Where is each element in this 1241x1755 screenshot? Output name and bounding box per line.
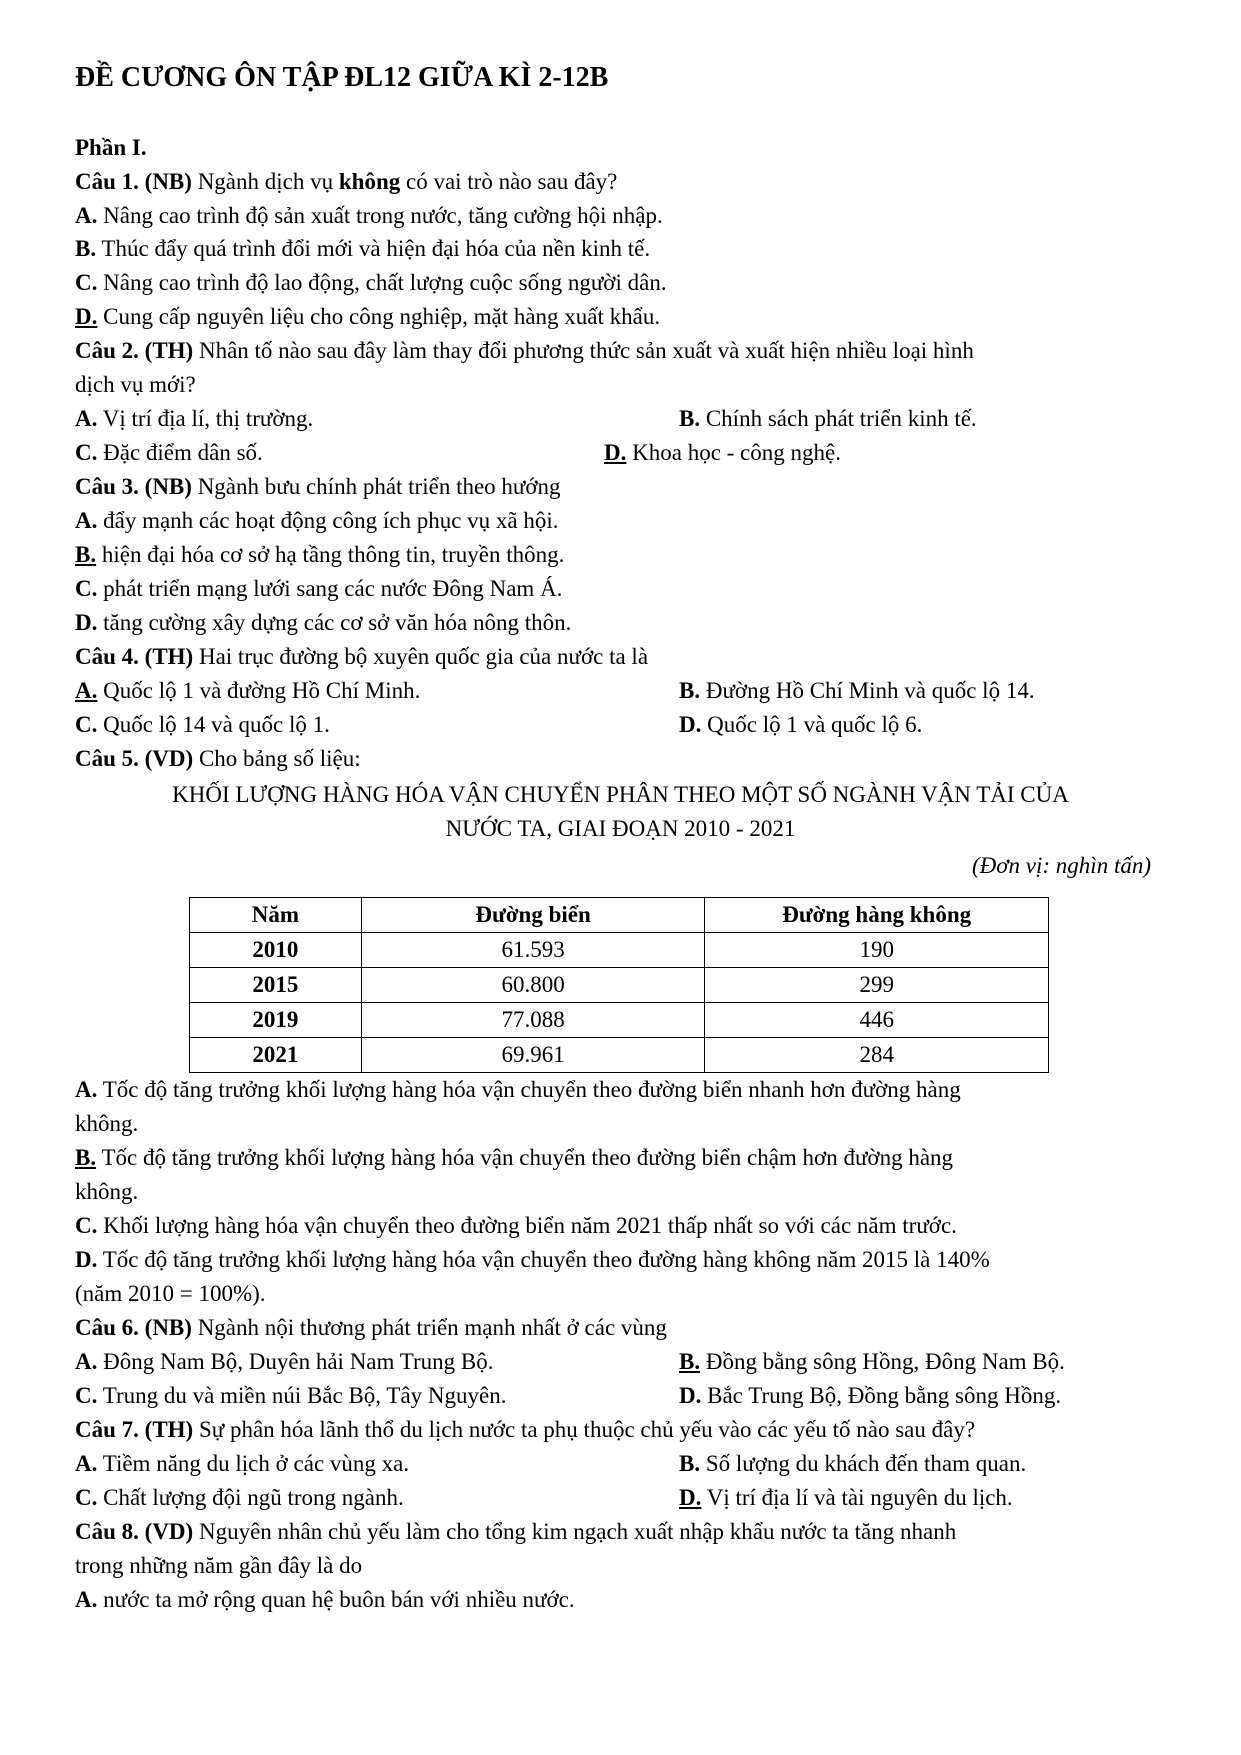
table-header-cell: Đường hàng không xyxy=(705,898,1049,933)
table-cell: 77.088 xyxy=(361,1003,705,1038)
table-cell: 61.593 xyxy=(361,933,705,968)
table-row xyxy=(190,933,1049,968)
question-4-option-d: D. Quốc lộ 1 và quốc lộ 6. xyxy=(679,712,923,737)
table-unit: (Đơn vị: nghìn tấn) xyxy=(972,853,1151,878)
question-2-stem: Câu 2. (TH) Nhân tố nào sau đây làm thay đổi phương thức sản xuất và xuất hiện nhiều loại hình xyxy=(75,338,974,363)
table-cell: 446 xyxy=(705,1003,1049,1038)
question-4-option-c: C. Quốc lộ 14 và quốc lộ 1. xyxy=(75,712,330,737)
question-1-option-c: C. Nâng cao trình độ lao động, chất lượng cuộc sống người dân. xyxy=(75,270,667,295)
question-3-option-d: D. tăng cường xây dựng các cơ sở văn hóa nông thôn. xyxy=(75,610,572,635)
question-5-option-a-cont: không. xyxy=(75,1111,139,1136)
question-1-option-b: B. Thúc đẩy quá trình đổi mới và hiện đại hóa của nền kinh tế. xyxy=(75,236,651,261)
question-7-option-d: D. Vị trí địa lí và tài nguyên du lịch. xyxy=(679,1485,1013,1510)
table-cell: 2021 xyxy=(190,1038,362,1073)
table-title-line-1: KHỐI LƯỢNG HÀNG HÓA VẬN CHUYỂN PHÂN THEO MỘT SỐ NGÀNH VẬN TẢI CỦA xyxy=(172,782,1069,807)
table-cell: 299 xyxy=(705,968,1049,1003)
question-7-option-b: B. Số lượng du khách đến tham quan. xyxy=(679,1451,1027,1476)
table-title-line-2: NƯỚC TA, GIAI ĐOẠN 2010 - 2021 xyxy=(445,816,796,841)
page-title: ĐỀ CƯƠNG ÔN TẬP ĐL12 GIỮA KÌ 2-12B xyxy=(75,62,609,93)
question-2-option-a: A. Vị trí địa lí, thị trường. xyxy=(75,406,314,431)
question-7-option-a: A. Tiềm năng du lịch ở các vùng xa. xyxy=(75,1451,410,1476)
question-7-stem: Câu 7. (TH) Sự phân hóa lãnh thổ du lịch nước ta phụ thuộc chủ yếu vào các yếu tố nào sau đây? xyxy=(75,1417,976,1442)
question-5-option-b-cont: không. xyxy=(75,1179,139,1204)
question-5-option-a: A. Tốc độ tăng trưởng khối lượng hàng hóa vận chuyển theo đường biển nhanh hơn đường hàng xyxy=(75,1077,961,1102)
question-5-option-c: C. Khối lượng hàng hóa vận chuyển theo đường biển năm 2021 thấp nhất so với các năm trước. xyxy=(75,1213,957,1238)
question-8-stem: Câu 8. (VD) Nguyên nhân chủ yếu làm cho tổng kim ngạch xuất nhập khẩu nước ta tăng nhanh xyxy=(75,1519,957,1544)
question-3-option-c: C. phát triển mạng lưới sang các nước Đông Nam Á. xyxy=(75,576,563,601)
question-3-option-a: A. đẩy mạnh các hoạt động công ích phục vụ xã hội. xyxy=(75,508,559,533)
question-6-option-b: B. Đồng bằng sông Hồng, Đông Nam Bộ. xyxy=(679,1349,1065,1374)
question-2-option-c: C. Đặc điểm dân số. xyxy=(75,440,263,465)
section-heading: Phần I. xyxy=(75,135,147,160)
question-3-option-b: B. hiện đại hóa cơ sở hạ tầng thông tin, truyền thông. xyxy=(75,542,565,567)
table-row xyxy=(190,1038,1049,1073)
question-6-option-a: A. Đông Nam Bộ, Duyên hải Nam Trung Bộ. xyxy=(75,1349,494,1374)
table-cell: 2019 xyxy=(190,1003,362,1038)
question-8-option-a: A. nước ta mở rộng quan hệ buôn bán với nhiều nước. xyxy=(75,1587,575,1612)
table-header-cell: Năm xyxy=(190,898,362,933)
table-cell: 284 xyxy=(705,1038,1049,1073)
question-1-option-a: A. Nâng cao trình độ sản xuất trong nước, tăng cường hội nhập. xyxy=(75,203,663,228)
table-header-cell: Đường biển xyxy=(361,898,705,933)
question-1-option-d: D. Cung cấp nguyên liệu cho công nghiệp, mặt hàng xuất khẩu. xyxy=(75,304,661,329)
question-5-stem: Câu 5. (VD) Cho bảng số liệu: xyxy=(75,746,361,771)
question-5-option-d-cont: (năm 2010 = 100%). xyxy=(75,1281,266,1306)
question-7-option-c: C. Chất lượng đội ngũ trong ngành. xyxy=(75,1485,404,1510)
question-5-option-b: B. Tốc độ tăng trưởng khối lượng hàng hóa vận chuyển theo đường biển chậm hơn đường hàng xyxy=(75,1145,954,1170)
question-8-stem-cont: trong những năm gần đây là do xyxy=(75,1553,363,1578)
question-4-option-b: B. Đường Hồ Chí Minh và quốc lộ 14. xyxy=(679,678,1035,703)
table-cell: 60.800 xyxy=(361,968,705,1003)
question-2-option-b: B. Chính sách phát triển kinh tế. xyxy=(679,406,977,431)
question-5-option-d: D. Tốc độ tăng trưởng khối lượng hàng hóa vận chuyển theo đường hàng không năm 2015 là 140% xyxy=(75,1247,990,1272)
question-1-stem: Câu 1. (NB) Ngành dịch vụ không có vai trò nào sau đây? xyxy=(75,169,618,194)
table-row xyxy=(190,968,1049,1003)
table-cell: 2015 xyxy=(190,968,362,1003)
table-cell: 69.961 xyxy=(361,1038,705,1073)
question-6-stem: Câu 6. (NB) Ngành nội thương phát triển mạnh nhất ở các vùng xyxy=(75,1315,667,1340)
table-header-row xyxy=(190,898,1049,933)
table-cell: 190 xyxy=(705,933,1049,968)
question-6-option-d: D. Bắc Trung Bộ, Đồng bằng sông Hồng. xyxy=(679,1383,1062,1408)
question-3-stem: Câu 3. (NB) Ngành bưu chính phát triển theo hướng xyxy=(75,474,561,499)
question-2-stem-cont: dịch vụ mới? xyxy=(75,372,196,397)
question-6-option-c: C. Trung du và miền núi Bắc Bộ, Tây Nguyên. xyxy=(75,1383,507,1408)
question-2-option-d: D. Khoa học - công nghệ. xyxy=(604,440,841,465)
question-4-stem: Câu 4. (TH) Hai trục đường bộ xuyên quốc gia của nước ta là xyxy=(75,644,649,669)
table-row xyxy=(190,1003,1049,1038)
table-cell: 2010 xyxy=(190,933,362,968)
data-table xyxy=(189,897,1049,1073)
question-4-option-a: A. Quốc lộ 1 và đường Hồ Chí Minh. xyxy=(75,678,421,703)
